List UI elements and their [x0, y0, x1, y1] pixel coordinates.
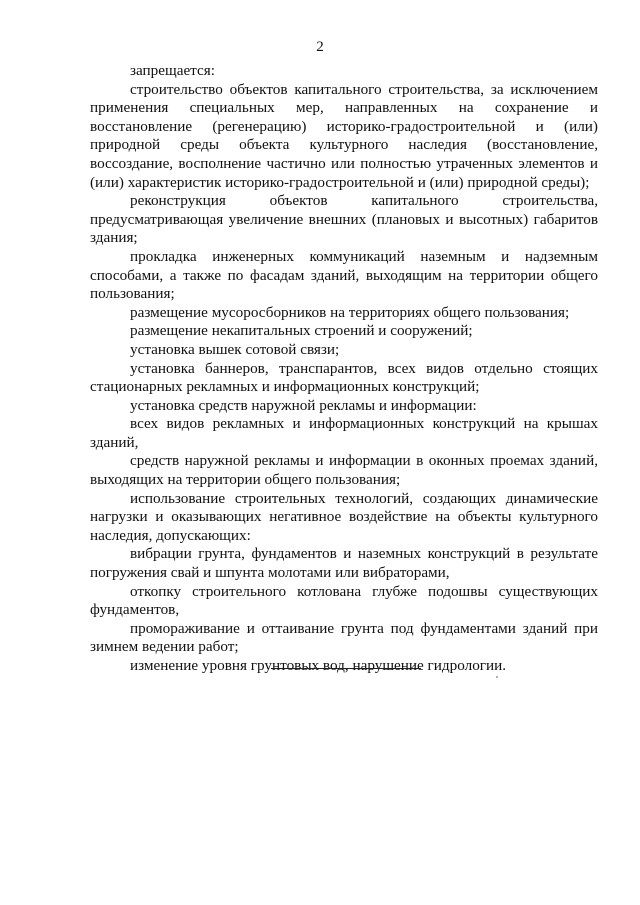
paragraph-non-capital-structures: размещение некапитальных строений и сооружений; — [130, 322, 473, 340]
paragraph-excavation: откопку строительного котлована глубже подошвы существующих фундаментов, — [90, 582, 598, 619]
paragraph-capital-construction: строительство объектов капитального строительства, за исключением применения специальных мер, направленных на сохранение и восстановление (регенерацию) историко-градостроительной и (или) природной среды объекта культурного наследия (восстановление, воссоздание, восполнение частично или полностью утраченных элементов и (или) характеристик историко-градостроительной и (или) природной среды); — [90, 80, 598, 191]
paragraph-freezing: промораживание и оттаивание грунта под фундаментами зданий при зимнем ведении работ; — [90, 619, 598, 656]
paragraph-dynamic-loads: использование строительных технологий, создающих динамические нагрузки и оказывающих негативное воздействие на объекты культурного наследия, допускающих: — [90, 489, 598, 544]
paragraph-vibration: вибрации грунта, фундаментов и наземных конструкций в результате погружения свай и шпунта молотами или вибраторами, — [90, 545, 598, 582]
paragraph-banners: установка баннеров, транспарантов, всех видов отдельно стоящих стационарных рекламных и информационных конструкций; — [90, 359, 598, 396]
closing-divider — [271, 668, 421, 669]
paragraph-window-ads: средств наружной рекламы и информации в оконных проемах зданий, выходящих на территории общего пользования; — [90, 452, 598, 489]
page-number: 2 — [316, 39, 324, 55]
paragraph-groundwater: изменение уровня грунтовых вод, нарушение гидрологии. — [130, 657, 507, 674]
paragraph-reconstruction: реконструкция объектов капитального строительства, предусматривающая увеличение внешних (плановых и высотных) габаритов здания; — [90, 192, 598, 247]
paragraph-prohibited-intro: запрещается: — [130, 62, 215, 79]
paragraph-cell-towers: установка вышек сотовой связи; — [130, 340, 340, 358]
paragraph-outdoor-ads: установка средств наружной рекламы и информации: — [130, 396, 477, 414]
paragraph-roof-ads: всех видов рекламных и информационных конструкций на крышах зданий, — [90, 415, 598, 451]
paragraph-waste-containers: размещение мусоросборников на территориях общего пользования; — [130, 303, 570, 321]
scan-speck — [496, 676, 498, 678]
paragraph-utilities: прокладка инженерных коммуникаций наземным и надземным способами, а также по фасадам зданий, выходящим на территории общего пользования; — [90, 247, 598, 303]
document-body — [90, 62, 598, 676]
